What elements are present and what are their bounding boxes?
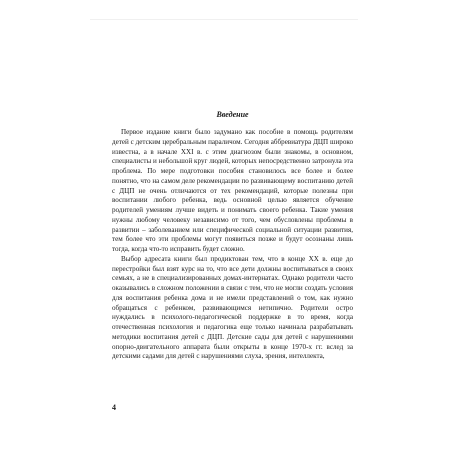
section-heading: Введение [216,110,249,119]
page-body [112,110,353,362]
paragraph-1: Первое издание книги было задумано как пособие в помощь родителям детей с детским церебральным параличом. Сегодня аббревиатура ДЦП широко известна, а в начале XXI в. с этим диагнозом были знакомы, в основном, специалисты и небольшой круг людей, которых непосредственно затронула эта проблема. По мере подготовки пособия становилось все более и более понятно, что на самом деле рекомендации по развивающему воспитанию детей с ДЦП не очень отличаются от тех рекомендаций, которые полезны при воспитании любого ребенка, ведь основной целью является обучение родителей умениям лучше видеть и понимать своего ребенка. Такие умения нужны любому человеку независимо от того, чем обусловлены проблемы в развитии – заболеванием или специфической социальной ситуации развития, тем более что эти проблемы могут появиться позже и будут осознаны лишь тогда, когда что-то исправить будет сложно. [112,128,353,253]
paragraph-2: Выбор адресата книги был продиктован тем, что в конце XX в. еще до перестройки был взят курс на то, что все дети должны воспитываться в своих семьях, а не в специализированных домах-интернатах. Однако родители часто оказывались в сложном положении в связи с тем, что не могли создать условия для воспитания ребенка дома и не имели представлений о том, как нужно обращаться с ребенком, развивающимся нетипично. Родители остро нуждались в психолого-педагогической поддержке в то время, когда отечественная психология и педагогика еще только начинала разрабатывать методики воспитания детей с ДЦП. Детские сады для детей с нарушениями опорно-двигательного аппарата были открыты в конце 1970-х гг. вслед за детскими садами для детей с нарушениями слуха, зрения, интеллекта, [112,254,353,361]
header-rule [90,19,358,20]
page-number: 4 [112,403,116,412]
